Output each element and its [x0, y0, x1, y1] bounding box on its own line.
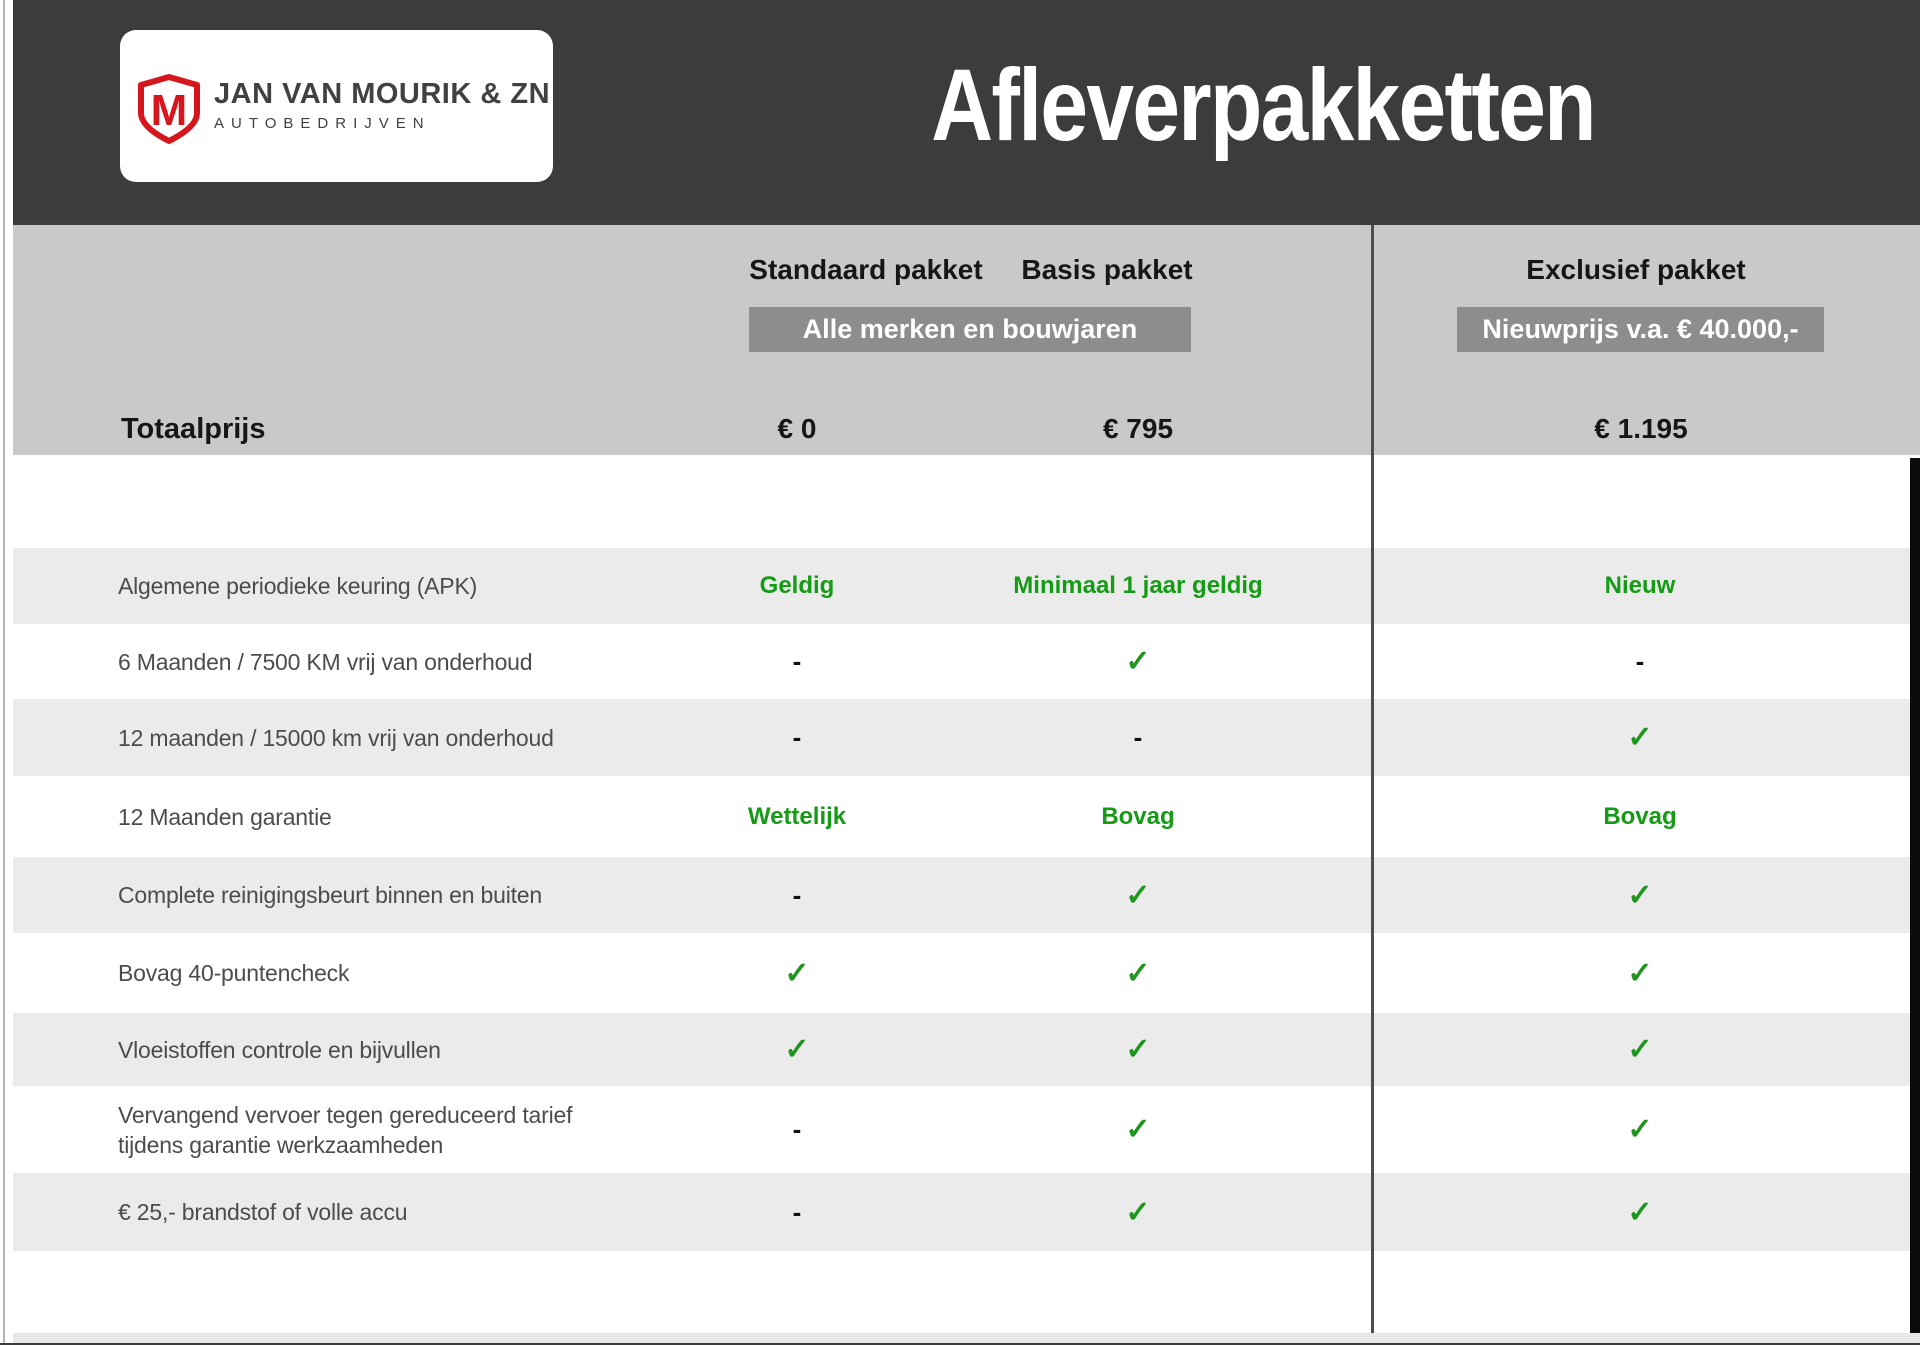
banner-all-brands: Alle merken en bouwjaren	[749, 307, 1191, 352]
table-row	[13, 1173, 1910, 1251]
brand-badge-letter: M	[150, 86, 188, 135]
dash-icon: -	[792, 879, 802, 910]
table-row	[13, 1086, 1910, 1173]
cell-value: Minimaal 1 jaar geldig	[1013, 572, 1263, 599]
cell-value: Bovag	[1603, 802, 1677, 830]
checkmark-icon: ✓	[1627, 1113, 1653, 1146]
package-header-band	[13, 225, 1920, 455]
table-row	[13, 776, 1910, 857]
brand-name: JAN VAN MOURIK & ZN	[214, 78, 551, 110]
dash-icon: -	[792, 1114, 802, 1144]
checkmark-icon: ✓	[1125, 1033, 1151, 1066]
checkmark-icon: ✓	[1125, 1195, 1151, 1229]
dash-icon: -	[792, 646, 802, 676]
checkmark-icon: ✓	[1125, 645, 1151, 678]
bottom-strip	[13, 1333, 1920, 1343]
row-label: 12 maanden / 15000 km vrij van onderhoud	[118, 724, 554, 751]
row-label: Vervangend vervoer tegen gereduceerd tarief tijdens garantie werkzaamheden	[118, 1101, 573, 1158]
brand-text-block	[214, 78, 551, 132]
row-label: Algemene periodieke keuring (APK)	[118, 573, 478, 599]
right-edge-strip	[1910, 458, 1920, 1345]
table-row	[13, 699, 1910, 776]
row-label: Vloeistoffen controle en bijvullen	[118, 1036, 441, 1063]
checkmark-icon: ✓	[1627, 1033, 1653, 1066]
cell-value: Bovag	[1101, 802, 1175, 830]
checkmark-icon: ✓	[1125, 1113, 1151, 1146]
checkmark-icon: ✓	[1627, 956, 1653, 990]
exclusief-column-divider	[1371, 225, 1374, 1345]
left-edge-divider	[3, 0, 5, 1345]
column-header-basis: Basis pakket	[1021, 254, 1193, 285]
checkmark-icon: ✓	[784, 956, 810, 990]
column-header-standaard: Standaard pakket	[749, 254, 983, 285]
row-label: Bovag 40-puntencheck	[118, 960, 350, 986]
table-row	[13, 548, 1910, 624]
page-header	[13, 0, 1920, 225]
checkmark-icon: ✓	[1627, 1195, 1653, 1229]
brand-shield-icon	[137, 73, 201, 145]
checkmark-icon: ✓	[784, 1033, 810, 1066]
cell-value: Geldig	[759, 572, 835, 599]
checkmark-icon: ✓	[1627, 878, 1653, 912]
total-price-basis: € 795	[1102, 413, 1174, 444]
total-price-standaard: € 0	[777, 413, 817, 444]
row-label: 6 Maanden / 7500 KM vrij van onderhoud	[118, 648, 533, 675]
total-price-label: Totaalprijs	[121, 413, 266, 445]
brand-logo-card	[120, 30, 553, 182]
brand-subtitle: AUTOBEDRIJVEN	[214, 115, 431, 132]
page-title: Afleverpakketten	[931, 48, 1595, 162]
feature-table	[13, 548, 1910, 1251]
cell-value: Wettelijk	[747, 802, 847, 830]
dash-icon: -	[792, 1196, 802, 1227]
dash-icon: -	[1635, 646, 1645, 676]
table-row	[13, 933, 1910, 1013]
total-price-exclusief: € 1.195	[1594, 413, 1688, 444]
table-row	[13, 857, 1910, 933]
checkmark-icon: ✓	[1627, 721, 1653, 754]
table-row	[13, 1013, 1910, 1086]
table-row	[13, 624, 1910, 699]
cell-value: Nieuw	[1604, 572, 1676, 599]
row-label: Complete reinigingsbeurt binnen en buiten	[118, 882, 542, 908]
row-label: € 25,- brandstof of volle accu	[118, 1199, 408, 1225]
dash-icon: -	[792, 722, 802, 752]
row-label: 12 Maanden garantie	[118, 803, 332, 830]
checkmark-icon: ✓	[1125, 878, 1151, 912]
banner-exclusief-price: Nieuwprijs v.a. € 40.000,-	[1457, 307, 1824, 352]
dash-icon: -	[1133, 722, 1143, 752]
column-header-exclusief: Exclusief pakket	[1526, 254, 1746, 285]
checkmark-icon: ✓	[1125, 956, 1151, 990]
